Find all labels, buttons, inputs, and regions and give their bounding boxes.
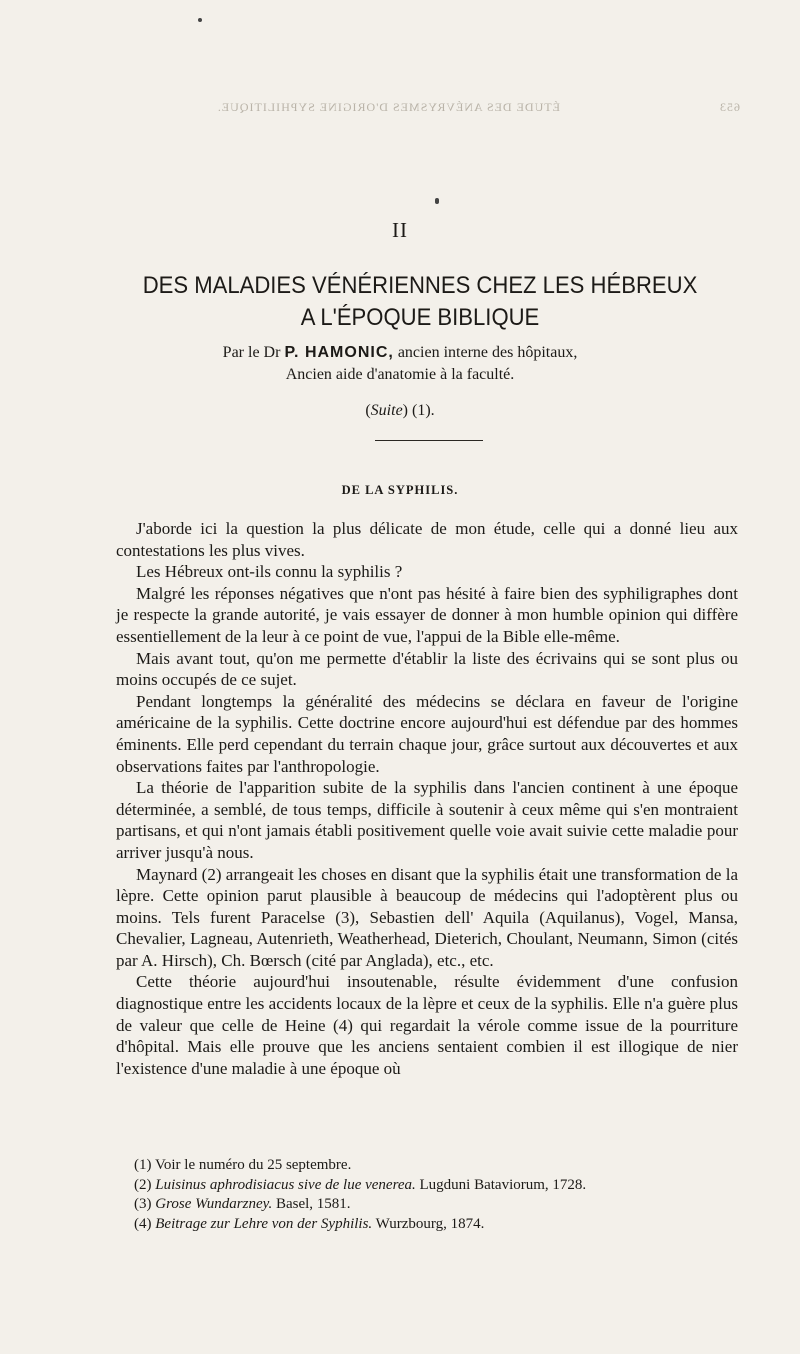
bleed-through-page-number: 653 (719, 100, 740, 114)
article-title-line-2: A L'ÉPOQUE BIBLIQUE (300, 304, 540, 331)
ink-speck (435, 198, 439, 204)
footnote-mark: (3) (134, 1196, 152, 1213)
ink-speck (198, 18, 202, 22)
paragraph: Malgré les réponses négatives que n'ont pas hésité à faire bien des syphiligraphes dont je respecte la grande autorité, je vais essayer de donner à mon humble opinion qui diffère essentiellement de la leur à ce point de vue, l'appui de la Bible elle-même. (116, 583, 738, 646)
footnote (134, 1156, 744, 1176)
author-affiliation: Ancien aide d'anatomie à la faculté. (285, 366, 515, 383)
article-title-line-1: DES MALADIES VÉNÉRIENNES CHEZ LES HÉBREUX (142, 272, 698, 299)
chapter-numeral: II (392, 218, 408, 242)
byline-prefix: Par le Dr (222, 344, 281, 361)
paragraph: Mais avant tout, qu'on me permette d'établir la liste des écrivains qui se sont plus ou moins occupés de ce sujet. (116, 648, 738, 690)
footnote (134, 1195, 744, 1215)
paragraph: Les Hébreux ont-ils connu la syphilis ? (136, 562, 403, 582)
paragraph: Pendant longtemps la généralité des médecins se déclara en faveur de l'origine américaine de la syphilis. Cette doctrine encore aujourd'hui est défendue par des hommes éminents. Elle perd cependant du terrain chaque jour, grâce surtout aux découvertes et aux observations faites par l'anthropologie. (116, 691, 738, 776)
footnote-title: Luisinus aphrodisiacus sive de lue venerea. (155, 1176, 416, 1193)
footnote (134, 1215, 744, 1235)
paragraph: Cette théorie aujourd'hui insoutenable, résulte évidemment d'une confusion diagnostique entre les accidents locaux de la lèpre et ceux de la syphilis. Elle n'a guère plus de valeur que celle de Heine (4) qui regardait la vérole comme issue de la pourriture d'hôpital. Mais elle prouve que les anciens sentaient combien il est illogique de nier l'existence d'une maladie à une époque où (116, 972, 738, 1078)
bleed-through-running-head (120, 100, 740, 115)
paragraph: Maynard (2) arrangeait les choses en disant que la syphilis était une transformation de la lèpre. Cette opinion parut plausible à beaucoup de médecins qui l'adoptèrent plus ou moins. Tels furent Paracelse (3), Sebastien dell' Aquila (Aquilanus), Vogel, Mansa, Chevalier, Lagneau, Autenrieth, Weatherhead, Dieterich, Choulant, Neumann, Simon (cités par A. Hirsch), Ch. Bœrsch (cité par Anglada), etc., etc. (116, 864, 738, 970)
footnote-mark: (1) (134, 1157, 152, 1173)
footnote-text: Voir le numéro du 25 septembre. (154, 1157, 352, 1173)
continuation-note: (Suite) (1). (365, 402, 435, 419)
author-byline (0, 344, 800, 362)
footnote-title: Grose Wundarzney. (155, 1196, 273, 1213)
section-heading: DE LA SYPHILIS. (341, 483, 459, 497)
footnotes (134, 1156, 744, 1234)
author-name: P. HAMONIC, (284, 344, 394, 361)
footnote-mark: (4) (134, 1215, 152, 1232)
paragraph: J'aborde ici la question la plus délicate de mon étude, celle qui a donné lieu aux contestations les plus vives. (116, 519, 738, 560)
bleed-through-head-text: ÉTUDE DES ANÉVRYSMES D'ORIGINE SYPHILITIQUE. (216, 100, 560, 114)
footnote-text: Wurzbourg, 1874. (375, 1215, 485, 1232)
continuation-label: Suite (370, 402, 403, 419)
paragraph: La théorie de l'apparition subite de la syphilis dans l'ancien continent à une époque déterminée, a semblé, de tous temps, difficile à soutenir à ceux même qui s'en montraient partisans, et qui n'ont jamais établi positivement quelle voie avait suivie cette maladie pour arriver jusqu'à nous. (116, 778, 738, 862)
title-rule (375, 440, 483, 441)
footnote (134, 1176, 744, 1196)
footnote-title: Beitrage zur Lehre von der Syphilis. (155, 1215, 373, 1232)
footnote-text: Lugduni Bataviorum, 1728. (419, 1176, 587, 1193)
byline-suffix: ancien interne des hôpitaux, (397, 344, 578, 361)
footnote-text: Basel, 1581. (275, 1196, 351, 1213)
article-body (116, 518, 738, 1079)
continuation-footnote-ref: (1). (412, 402, 435, 419)
footnote-mark: (2) (134, 1176, 152, 1193)
